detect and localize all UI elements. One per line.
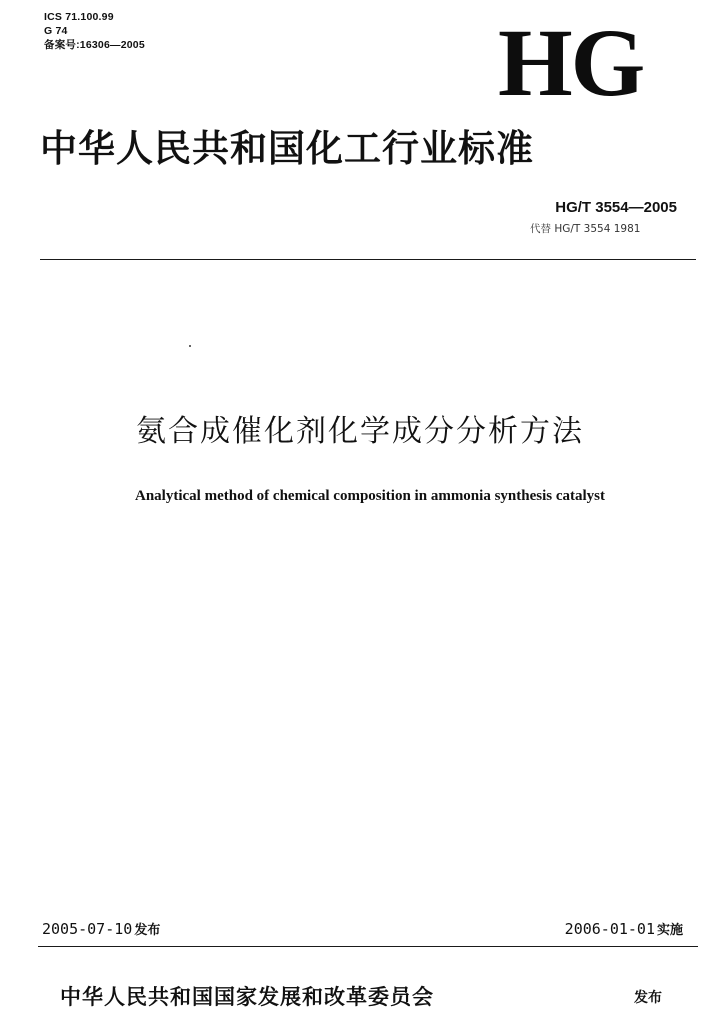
effective-date: 2006-01-01 bbox=[564, 920, 655, 938]
effective-date-line bbox=[565, 919, 683, 941]
standard-number: HG/T 3554—2005 bbox=[555, 199, 677, 216]
ccs-code: G 74 bbox=[44, 25, 68, 37]
issue-date-line bbox=[42, 919, 160, 941]
replaced-standard: 代替 HG/T 3554 1981 bbox=[530, 223, 641, 235]
issue-date: 2005-07-10 bbox=[42, 920, 133, 938]
header-rule bbox=[40, 259, 696, 260]
standard-class-heading: 中华人民共和国化工行业标准 bbox=[40, 127, 534, 170]
title-english: Analytical method of chemical composition in ammonia synthesis catalyst bbox=[135, 488, 605, 504]
issuer-action: 发布 bbox=[634, 990, 662, 1006]
classification-block bbox=[44, 10, 145, 52]
issue-label: 发布 bbox=[134, 923, 161, 938]
hg-logo: HG bbox=[498, 9, 644, 116]
issuing-authority: 中华人民共和国国家发展和改革委员会 bbox=[60, 984, 434, 1009]
title-chinese: 氨合成催化剂化学成分分析方法 bbox=[136, 414, 584, 449]
scan-speck bbox=[189, 345, 191, 347]
footer-rule bbox=[38, 946, 698, 947]
effective-label: 实施 bbox=[656, 923, 683, 938]
filing-number: 备案号:16306—2005 bbox=[44, 39, 145, 51]
ics-code: ICS 71.100.99 bbox=[44, 11, 114, 23]
